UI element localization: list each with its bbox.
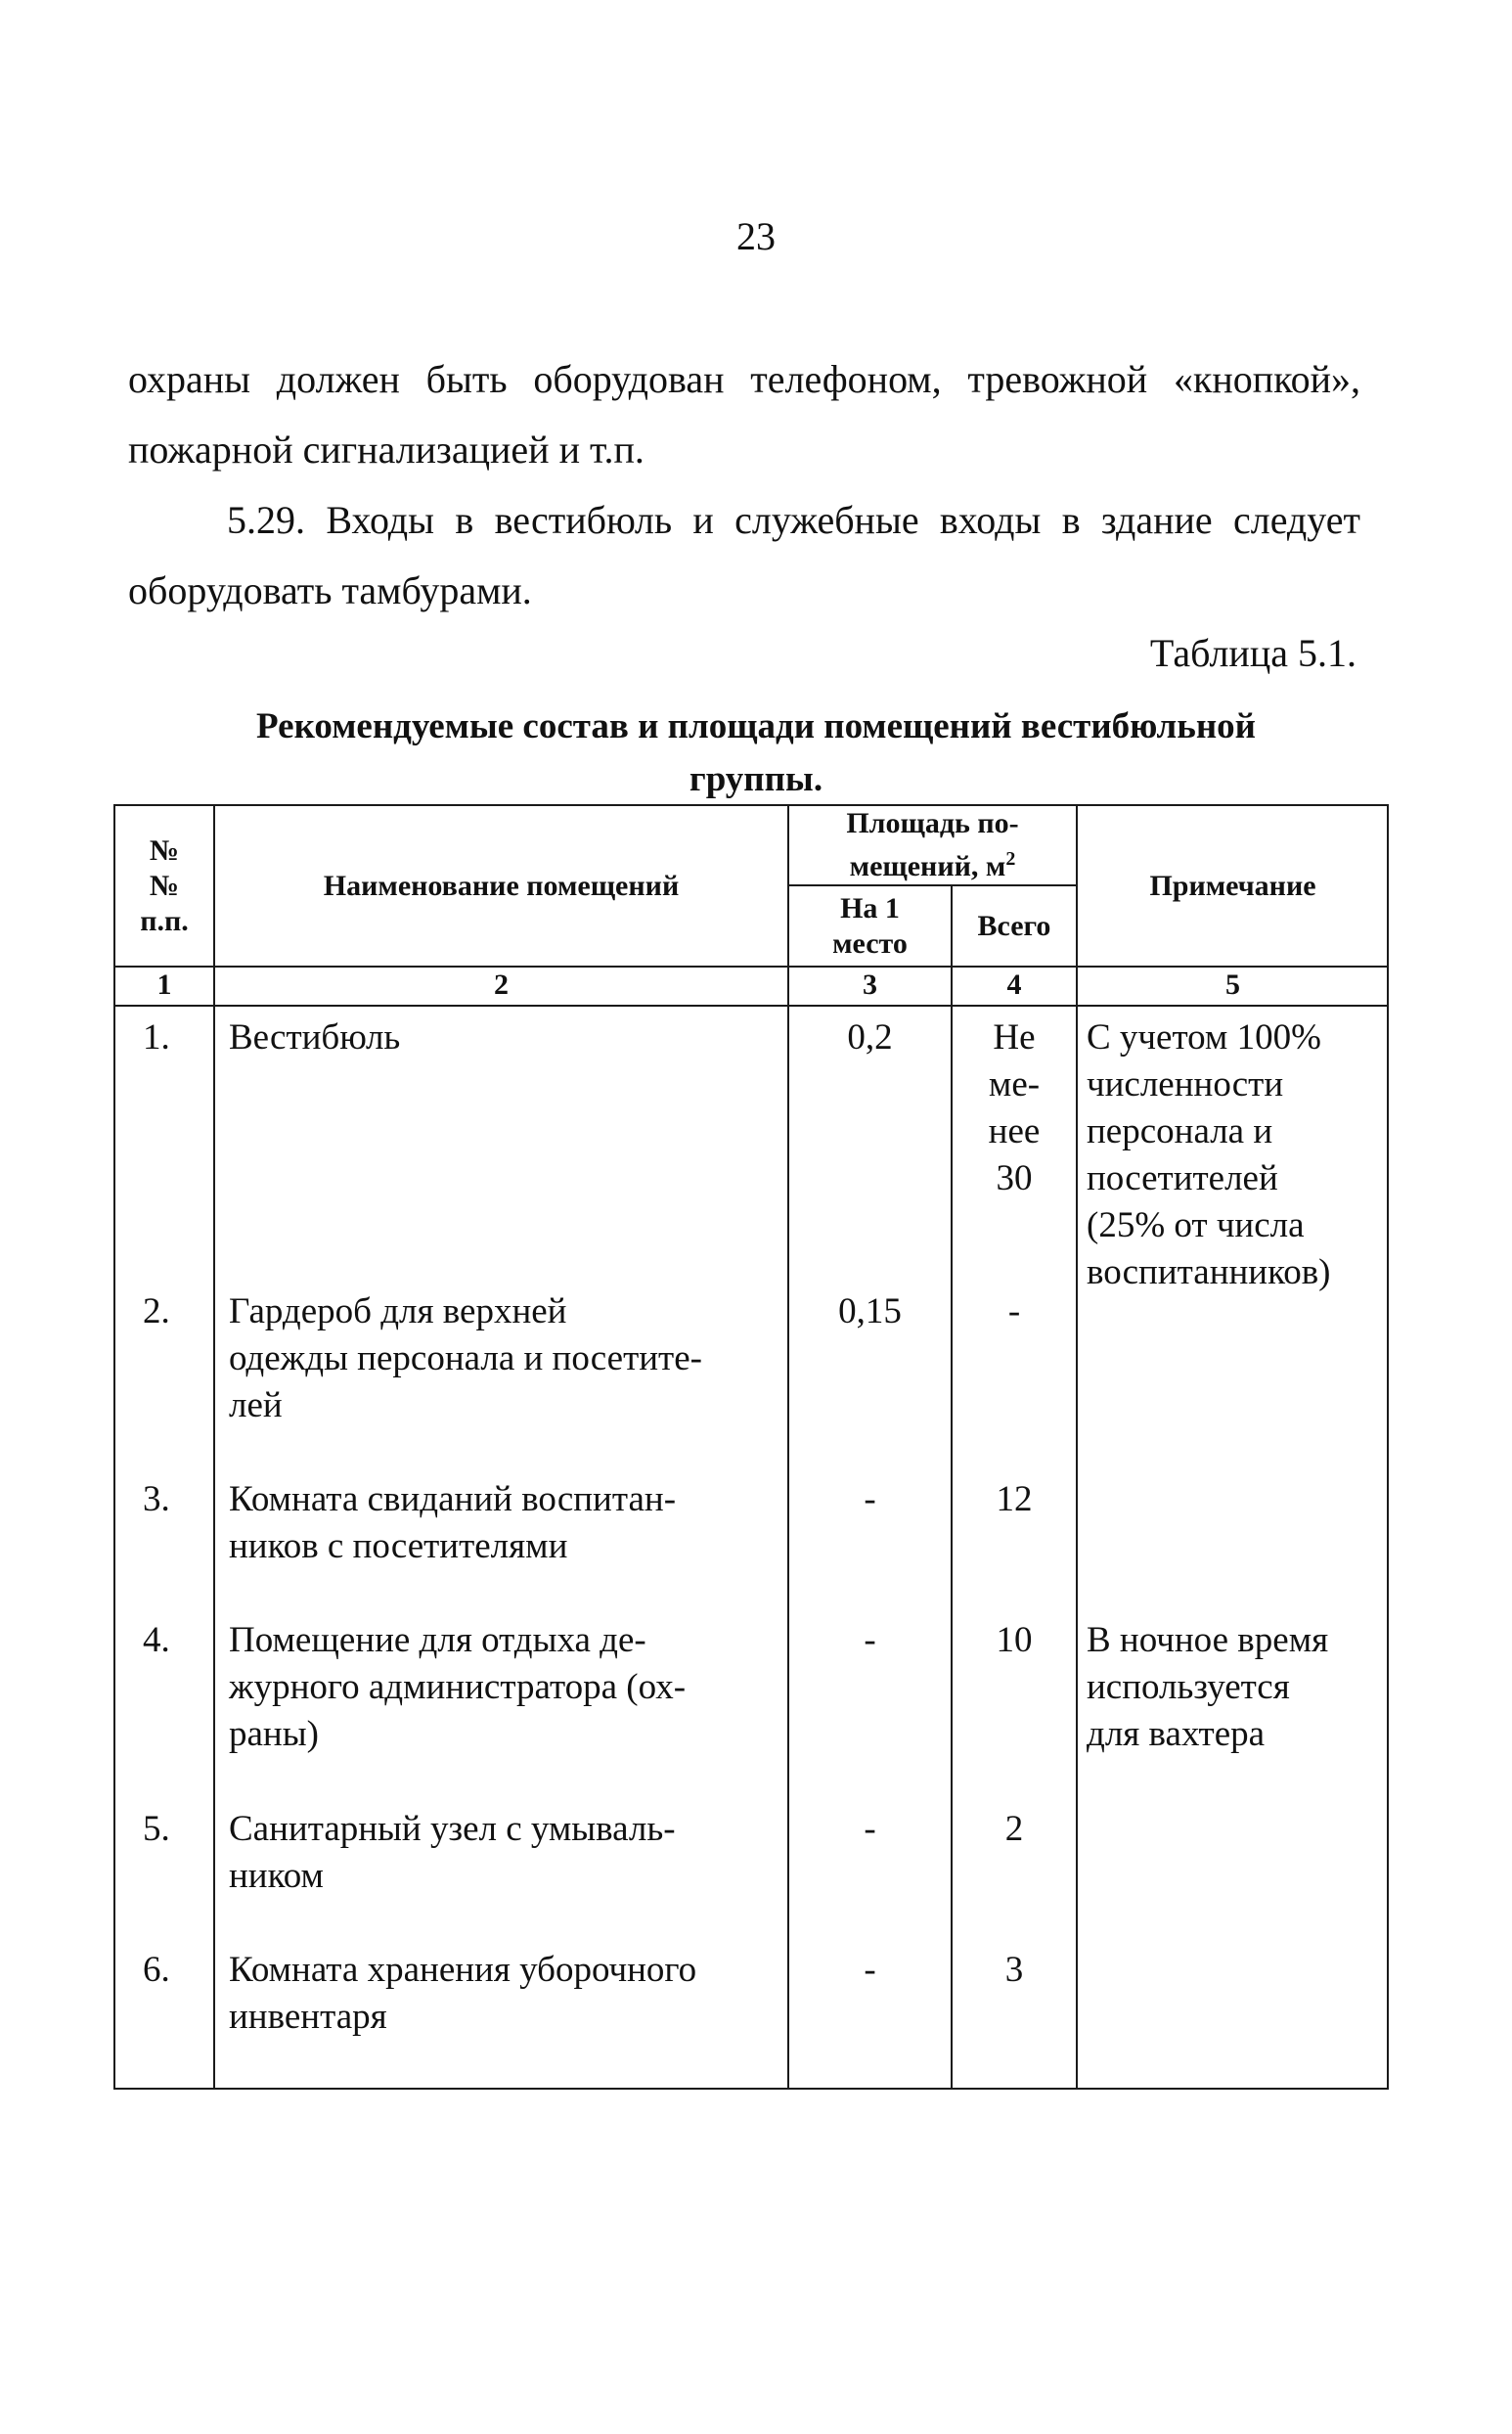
room-name-line: журного администратора (ох- (229, 1667, 687, 1707)
area-per-place: - (864, 1620, 876, 1660)
area-per-place: - (864, 1809, 876, 1849)
note-line: В ночное время (1087, 1620, 1329, 1660)
column-number: 5 (1225, 969, 1240, 1001)
room-name-line: Санитарный узел с умываль- (229, 1809, 676, 1849)
header-number-line: п.п. (140, 904, 189, 937)
area-total-line: нее (988, 1111, 1041, 1151)
area-total-line: ме- (988, 1064, 1041, 1104)
area-total-line: 30 (996, 1158, 1033, 1198)
room-name-line: раны) (229, 1714, 319, 1754)
area-total: 10 (996, 1620, 1033, 1660)
table-row-divider (115, 1005, 1388, 1007)
note-line: (25% от числа (1087, 1205, 1305, 1245)
header-area-unit-power: 2 (1005, 848, 1016, 870)
row-number: 2. (143, 1291, 170, 1331)
room-name (229, 1288, 781, 1429)
column-number: 3 (863, 969, 877, 1001)
note-line: С учетом 100% (1087, 1017, 1321, 1058)
area-per-place: 0,2 (847, 1017, 893, 1058)
paragraph-5-29 (128, 485, 1360, 626)
room-name-line: инвентаря (229, 1997, 387, 2037)
paragraph-line: оборудовать тамбурами. (128, 568, 532, 612)
paragraph-line: 5.29. Входы в вестибюль и служебные входы в здание следует (227, 498, 1360, 542)
row-number: 6. (143, 1950, 170, 1990)
header-area-unit: мещений, м (849, 850, 1006, 882)
column-number: 4 (1006, 969, 1022, 1001)
rooms-table (113, 804, 1389, 2090)
page-number: 23 (736, 214, 776, 258)
row-number: 1. (143, 1017, 170, 1058)
column-number: 1 (156, 969, 172, 1001)
room-name (229, 1947, 781, 2041)
room-name (229, 1617, 781, 1758)
paragraph-line: охраны должен быть оборудован телефоном, тревожной «кнопкой», (128, 357, 1360, 401)
area-per-place: - (864, 1479, 876, 1519)
header-per-place-line: На 1 (840, 891, 900, 924)
room-name-line: Помещение для отдыха де- (229, 1620, 646, 1660)
room-name-line: Комната хранения уборочного (229, 1950, 697, 1990)
room-name-line: Комната свиданий воспитан- (229, 1479, 677, 1519)
room-name-line: ником (229, 1856, 324, 1896)
note-line: численности (1087, 1064, 1284, 1104)
note-line: персонала и (1087, 1111, 1273, 1151)
column-number: 2 (494, 969, 509, 1001)
header-note: Примечание (1149, 869, 1316, 902)
room-name (229, 1014, 777, 1061)
area-per-place: - (864, 1950, 876, 1990)
note-line: посетителей (1087, 1158, 1278, 1198)
row-number: 3. (143, 1479, 170, 1519)
header-area-line (850, 841, 1016, 884)
paragraph-continuation (128, 344, 1360, 485)
paragraph-line: пожарной сигнализацией и т.п. (128, 428, 645, 472)
row-number: 4. (143, 1620, 170, 1660)
header-area (789, 806, 1076, 884)
room-name-line: Гардероб для верхней (229, 1291, 567, 1331)
header-number-line: № (149, 869, 180, 902)
area-total (953, 1014, 1076, 1202)
table-title (0, 700, 1512, 806)
area-per-place: 0,15 (838, 1291, 902, 1331)
header-number (115, 806, 213, 966)
table-label: Таблица 5.1. (1149, 631, 1356, 675)
area-total: 12 (996, 1479, 1033, 1519)
area-total: 2 (1004, 1809, 1024, 1849)
area-total: 3 (1004, 1950, 1024, 1990)
room-name-line: одежды персонала и посетите- (229, 1338, 702, 1378)
header-total: Всего (977, 909, 1051, 942)
note (1087, 1617, 1385, 1758)
header-area-line: Площадь по- (846, 807, 1019, 839)
room-name-line: ников с посетителями (229, 1526, 568, 1566)
table-title-line: Рекомендуемые состав и площади помещений вестибюльной (256, 706, 1256, 746)
header-name: Наименование помещений (323, 869, 680, 902)
area-total-line: Не (993, 1017, 1036, 1058)
room-name (229, 1806, 781, 1900)
header-per-place-line: место (832, 926, 908, 960)
room-name-line: лей (229, 1385, 283, 1425)
note (1087, 1014, 1385, 1296)
note-line: воспитанников) (1087, 1252, 1331, 1292)
room-name-line: Вестибюль (229, 1017, 401, 1058)
note-line: используется (1087, 1667, 1290, 1707)
row-number: 5. (143, 1809, 170, 1849)
area-total: - (1007, 1291, 1021, 1331)
table-title-line: группы. (689, 759, 823, 799)
room-name (229, 1476, 781, 1570)
table-row-divider (115, 966, 1388, 968)
header-per-place (789, 886, 951, 966)
note-line: для вахтера (1087, 1714, 1266, 1754)
header-number-line: № (149, 834, 180, 867)
